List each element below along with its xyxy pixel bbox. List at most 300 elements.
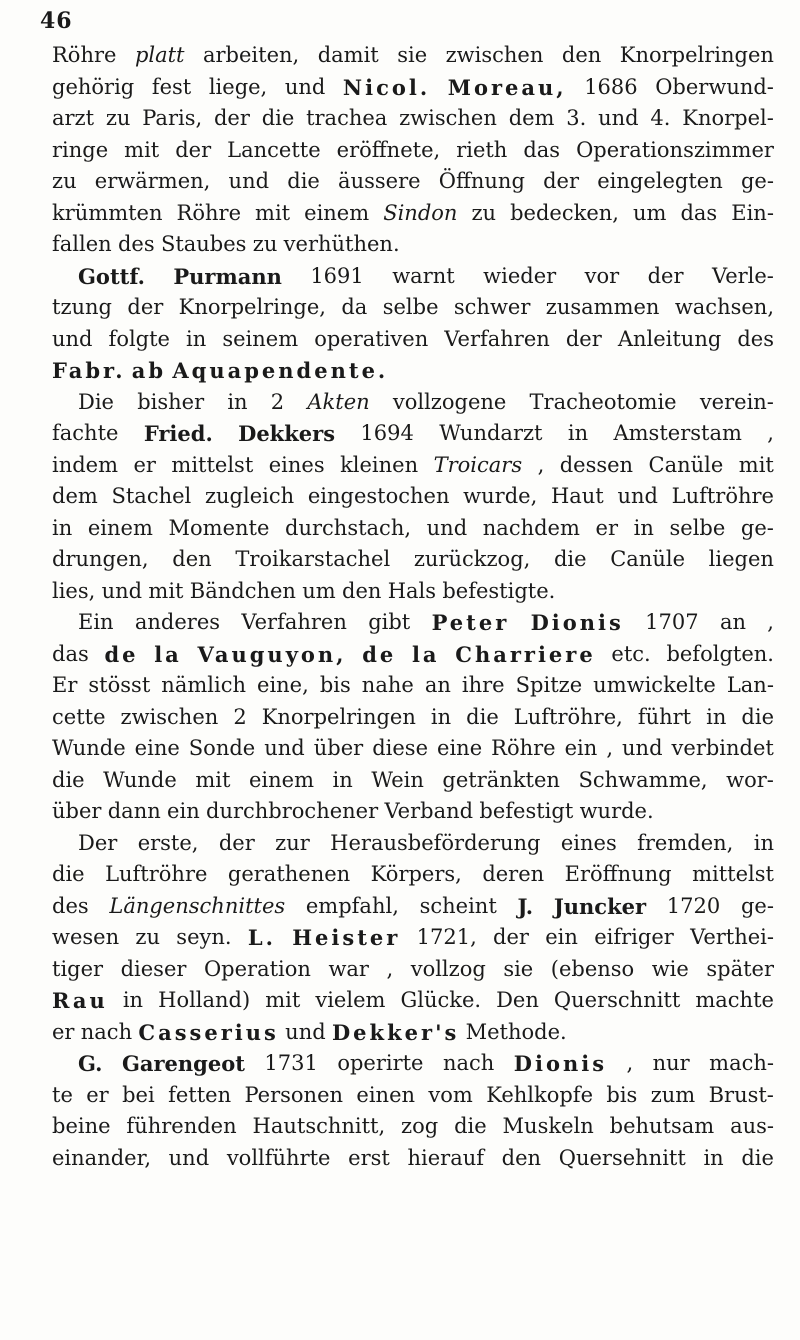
word: Gottf. [78,263,145,289]
word: das [680,200,718,225]
word: Vauguyon, [197,641,347,667]
word: in [52,515,73,540]
word: des [737,326,774,351]
word: 3. [566,106,587,130]
word: fest [151,74,192,99]
text-line [52,261,774,293]
word: behutsam [609,1114,715,1138]
word: 1694 [360,421,414,445]
word: Hals [387,578,437,603]
word: Dekkers [238,421,336,446]
word: , [537,452,545,477]
word: Wundarzt [439,421,543,445]
word: Knorpelringe, [178,295,326,319]
word: Er [52,673,78,697]
word: 1707 [645,610,699,634]
word: Röhre [52,43,117,67]
word: eine [134,736,180,760]
word: tzung [52,295,112,319]
word: , [767,421,774,445]
word: nämlich [161,673,246,697]
word: dessen [559,452,634,477]
word: schwer [453,295,531,319]
word: Haut [550,484,604,508]
word: fetten [168,1082,232,1107]
word: Operationszimmer [576,137,774,162]
word: trachea [306,106,388,130]
word: arbeiten, [202,43,300,67]
word: zusammen [545,295,660,319]
word: und [622,736,663,760]
word: Ein [78,610,114,634]
word: Muskeln [502,1114,594,1138]
word: vollführte [226,1145,331,1170]
word: Dekker's [331,1019,460,1045]
word: vom [428,1082,473,1107]
word: führenden [126,1114,237,1138]
word: ihre [461,673,505,697]
word: beine [52,1114,111,1138]
text-line [52,859,774,891]
word: er [595,515,618,540]
word: kleinen [340,452,419,477]
word: der [213,106,250,130]
word: in [753,830,774,855]
word: 1686 [584,74,638,99]
word: vollzogene [392,389,507,414]
word: hierauf [407,1145,485,1170]
word: Operation [203,956,311,981]
word: des [52,893,89,918]
word: Charriere [455,641,596,667]
text-line [52,544,774,576]
word: die [741,1145,774,1170]
word: in [706,704,727,729]
word: zu [471,200,497,225]
word: getränkten [442,767,560,792]
word: den [501,1145,542,1170]
word: und [426,515,468,540]
word: in [186,326,207,351]
word: er [52,1019,75,1044]
text-line [52,324,774,356]
word: krümmten [52,200,163,225]
word: der [175,137,212,162]
word: eine [437,736,483,760]
word: äussere [338,169,421,193]
word: Casserius [138,1019,279,1045]
word: mit [738,452,774,477]
word: ge- [740,169,774,193]
word: 1720 [666,893,721,918]
word: ein [167,799,200,823]
text-line [52,733,774,765]
word: wachsen, [674,295,774,319]
word: des [117,232,155,256]
word: bei [122,1082,155,1107]
word: eifriger [594,925,674,949]
word: mittelst [692,862,774,886]
word: den [342,578,382,603]
word: zwischen [120,704,219,729]
word: wie [651,956,689,981]
word: einem [304,200,370,225]
word: eingestochen [307,484,450,508]
word: zu [52,169,77,193]
word: Ein- [731,200,774,225]
word: Dionis [530,610,624,635]
word: in [430,704,452,729]
word: und [168,1145,210,1170]
word: erwärmen, [94,169,211,193]
word: führt [637,704,692,729]
word: 1721, [416,925,477,949]
word: Troicars [433,452,523,477]
text-line [52,481,774,513]
word: gehörig [52,74,135,99]
text-line [52,639,774,671]
word: Luftröhre [105,862,208,886]
text-line [52,229,774,261]
text-line [52,828,774,860]
word: Aquapendente. [172,358,389,383]
word: Glücke. [400,988,482,1012]
word: erste, [137,830,199,855]
word: operativen [314,326,429,351]
word: mit [195,767,231,792]
word: eines [560,830,617,855]
word: Oberwund- [655,74,774,99]
word: Längenschnittes [109,893,286,918]
word: und [285,1019,326,1044]
word: der [218,830,255,855]
word: Anleitung [617,326,722,351]
word: folgte [108,326,170,351]
word: stösst [88,673,151,697]
word: liege, [208,74,268,99]
word: Spitze [515,673,583,697]
word: Körpers, [370,862,462,886]
word: Röhre [176,200,241,225]
word: über [313,736,364,760]
word: Moreau, [447,74,567,100]
word: Sindon [383,200,458,225]
word: und [228,169,270,193]
word: Garengeot [121,1051,245,1076]
text-line [52,1143,774,1175]
word: Luftröhre [671,484,774,508]
word: Akten [307,389,370,414]
word: zwischen [445,43,544,67]
word: wieder [483,263,557,288]
word: deren [482,862,545,886]
word: te [52,1082,73,1107]
word: Herausbeförderung [330,830,541,855]
text-line [52,1048,774,1080]
word: Wunde [52,736,126,760]
word: platt [134,43,185,67]
word: Verle- [711,263,774,288]
word: Amsterstam [613,421,742,445]
word: Rau [52,988,108,1013]
word: Stachel [111,484,192,508]
word: um [632,200,667,225]
word: seyn. [176,925,232,949]
word: in [122,988,144,1012]
word: zum [650,1082,696,1107]
word: zu [252,232,278,256]
word: diese [372,736,429,760]
word: anderes [134,610,221,634]
word: in [332,767,353,792]
word: Canüle [648,452,724,477]
word: befestigt [479,799,574,823]
word: Kehlkopfe [486,1082,594,1107]
text-line [52,1080,774,1112]
word: J. [517,893,534,919]
word: in [567,421,589,445]
word: durchbrochener [206,799,379,823]
word: mit [255,200,291,225]
word: sie [503,956,534,981]
word: Paris, [142,106,203,130]
word: Fried. [143,421,213,446]
word: nachdem [482,515,580,540]
word: vielem [315,988,386,1012]
word: 2 [270,389,285,414]
word: Momente [168,515,270,540]
word: de [362,641,397,667]
word: ein [564,736,598,760]
word: das [523,137,561,162]
word: der [565,326,602,351]
word: die [52,862,85,886]
text-line [52,418,774,450]
text-line [52,72,774,104]
word: über [52,799,102,823]
text-line [52,355,774,387]
text-line [52,387,774,419]
text-line [52,40,774,72]
word: Knorpelringen [261,704,416,729]
word: Der [78,830,118,855]
word: bisher [137,389,205,414]
word: warnt [392,263,455,288]
word: und [617,484,658,508]
text-line [52,765,774,797]
word: eines [268,452,325,477]
word: war [328,956,369,981]
word: Verfahren [241,610,347,634]
word: verein- [699,389,774,414]
word: erst [348,1145,390,1170]
word: den [561,43,602,67]
word: machte [695,988,774,1012]
word: Lan- [726,673,774,697]
word: wor- [726,767,774,792]
word: selbe [669,515,726,540]
word: mit [148,578,184,603]
word: gerathenen [227,862,351,886]
word: Peter [431,610,510,635]
word: der [493,925,529,949]
word: ab [131,358,167,383]
word: mach- [709,1051,774,1075]
word: empfahl, [305,893,399,918]
word: Verthei- [690,925,774,949]
word: den [172,547,212,571]
word: rieth [456,137,508,162]
word: , [386,956,394,981]
word: verbindet [671,736,774,760]
word: wesen [52,925,120,949]
word: Öffnung [438,169,525,193]
word: in [227,389,248,414]
word: die [741,704,774,729]
word: Troikarstachel [235,547,391,571]
word: operirte [337,1051,424,1075]
word: in [633,515,654,540]
word: fachte [52,421,119,445]
word: ge- [740,893,774,918]
word: zwischen [399,106,497,130]
word: verhüthen. [283,232,400,256]
word: die [466,704,499,729]
word: nach [80,1019,133,1044]
word: mittelst [171,452,254,477]
word: zurückzog, [413,547,531,571]
word: er [86,1082,109,1107]
word: Tracheotomie [529,389,677,414]
word: nur [652,1051,690,1075]
word: Methode. [465,1019,567,1044]
word: vollzog [410,956,486,981]
text-line [52,1017,774,1049]
word: arzt [52,106,95,130]
word: Nicol. [342,74,431,100]
word: da [341,295,368,319]
word: der [647,263,684,288]
word: Quersehnitt [558,1145,686,1170]
word: nahe [361,673,414,697]
word: ein [545,925,578,949]
word: zugleich [204,484,295,508]
text-line [52,1111,774,1143]
word: zu [105,106,131,130]
word: an [424,673,451,697]
word: Bändchen [189,578,296,603]
word: bedecken, [510,200,619,225]
word: , [606,736,613,760]
word: Den [496,988,539,1012]
word: wurde. [579,799,654,823]
word: indem [52,452,119,477]
word: befolgten. [666,641,774,666]
word: und [598,106,639,130]
word: Dionis [513,1051,608,1076]
word: 2 [233,704,247,729]
word: Wein [371,767,424,792]
word: der [543,169,580,193]
word: scheint [419,893,497,918]
word: die [261,106,295,130]
word: Canüle [610,547,686,571]
word: (ebenso [550,956,635,981]
word: Lancette [227,137,321,162]
word: ringe [52,137,109,162]
text-line [52,450,774,482]
word: L. [247,925,276,950]
word: Staubes [160,232,247,256]
word: 4. [650,106,671,130]
word: selbe [382,295,439,319]
word: Schwamme, [578,767,708,792]
word: de [104,641,139,667]
text-line [52,954,774,986]
word: einander, [52,1145,151,1170]
word: Heister [292,925,401,950]
word: Juncker [553,893,647,919]
text-line [52,198,774,230]
word: und [101,578,143,603]
word: sie [397,43,428,67]
word: Holland) [158,988,251,1012]
word: Knorpel- [682,106,774,130]
text-line [52,166,774,198]
word: fallen [52,232,112,256]
word: an [719,610,746,634]
word: nach [442,1051,495,1075]
word: dem [52,484,98,508]
text-line [52,292,774,324]
word: , [626,1051,634,1075]
word: eingelegten [597,169,723,193]
text-line [52,891,774,923]
word: er [133,452,156,477]
word: Hautschnitt, [252,1114,386,1138]
text-line [52,576,774,608]
word: cette [52,704,106,729]
word: seinem [222,326,299,351]
word: la [411,641,440,667]
word: 1691 [310,263,364,288]
word: Knorpelringen [619,43,774,67]
word: drungen, [52,547,149,571]
word: Sonde [188,736,256,760]
word: Wunde [103,767,177,792]
text-line [52,670,774,702]
word: Eröffnung [564,862,672,886]
text-line [52,922,774,954]
word: mit [265,988,301,1012]
word: liegen [708,547,774,571]
word: vor [584,263,620,288]
word: ge- [740,515,774,540]
text-line [52,135,774,167]
word: gibt [368,610,411,634]
word: befestigte. [442,578,556,603]
word: 1731 [264,1051,318,1075]
text-line [52,796,774,828]
text-line [52,702,774,734]
word: später [706,956,774,981]
word: einen [356,1082,416,1107]
text-line [52,103,774,135]
word: in [703,1145,724,1170]
page-number: 46 [40,8,73,34]
word: bis [606,1082,638,1107]
text-line [52,985,774,1017]
